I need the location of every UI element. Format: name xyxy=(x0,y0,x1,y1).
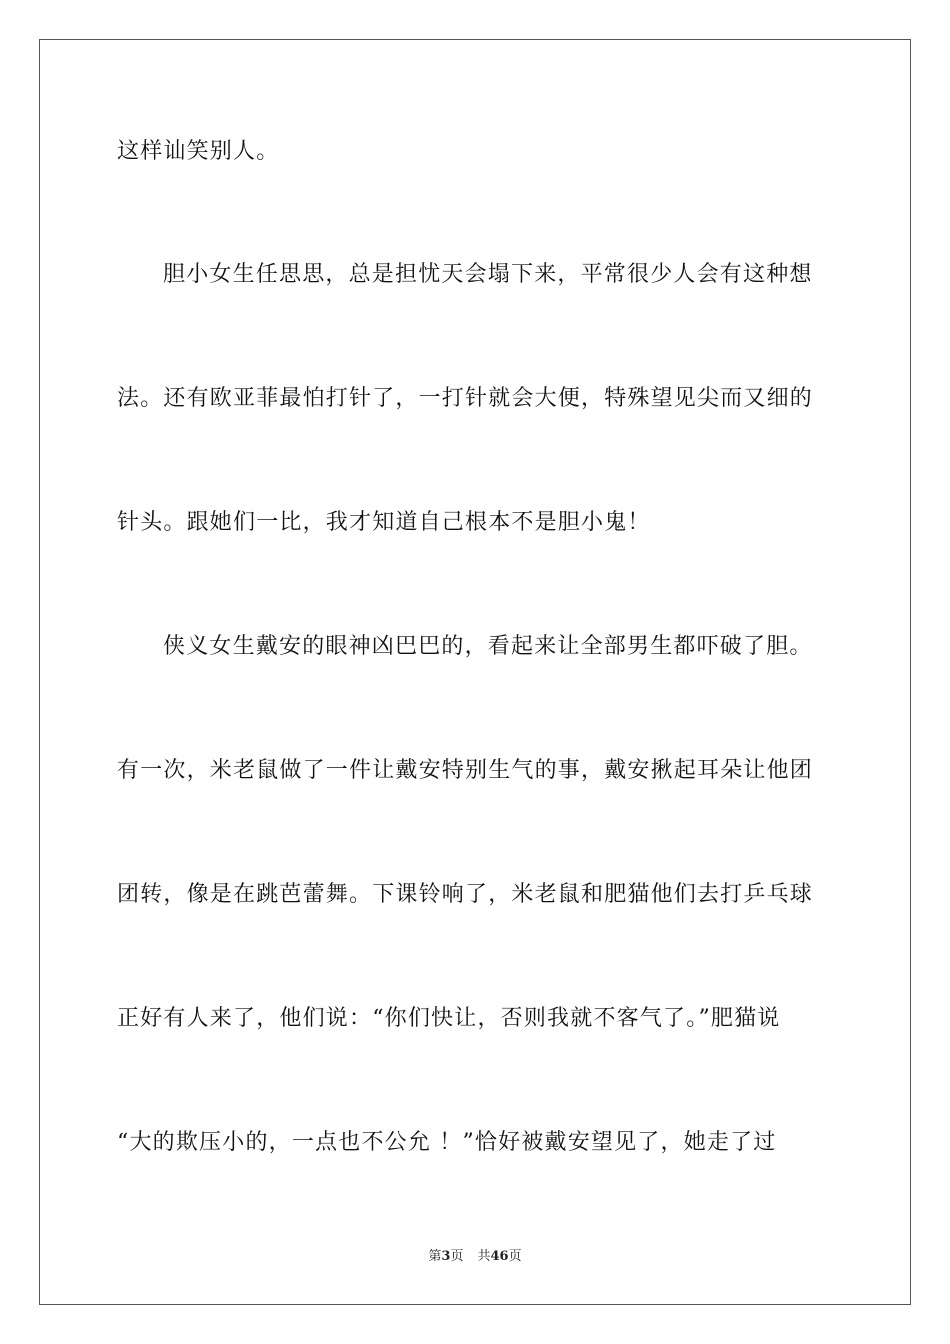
paragraph-first-line: 侠义女生戴安的眼神凶巴巴的，看起来让全部男生都吓破了胆。 xyxy=(163,634,813,659)
page-label-prefix: 第 xyxy=(428,1249,442,1264)
paragraph-first-line: 胆小女生任思思，总是担忧天会塌下来，平常很少人会有这种想 xyxy=(163,262,813,287)
total-label-suffix: 页 xyxy=(508,1249,522,1264)
page-footer xyxy=(0,1248,950,1266)
total-page-count: 46 xyxy=(490,1249,509,1264)
page-label-suffix: 页 xyxy=(450,1249,464,1264)
text-line: 这样讪笑别人。 xyxy=(117,139,280,164)
text-line: 团转，像是在跳芭蕾舞。下课铃响了，米老鼠和肥猫他们去打乒乓球 xyxy=(117,882,814,907)
text-line: 法。还有欧亚菲最怕打针了，一打针就会大便，特殊望见尖而又细的 xyxy=(117,386,814,411)
text-line: 针头。跟她们一比，我才知道自己根本不是胆小鬼！ xyxy=(117,510,651,535)
text-line: 正好有人来了，他们说：“你们快让，否则我就不客气了。”肥猫说 xyxy=(117,1006,781,1031)
text-line: “大的欺压小的，一点也不公允 ！”恰好被戴安望见了，她走了过 xyxy=(117,1130,777,1155)
text-line: 有一次，米老鼠做了一件让戴安特别生气的事，戴安揪起耳朵让他团 xyxy=(117,758,814,783)
page-border xyxy=(39,39,911,1305)
total-label-prefix: 共 xyxy=(477,1249,491,1264)
current-page-number: 3 xyxy=(441,1249,451,1264)
